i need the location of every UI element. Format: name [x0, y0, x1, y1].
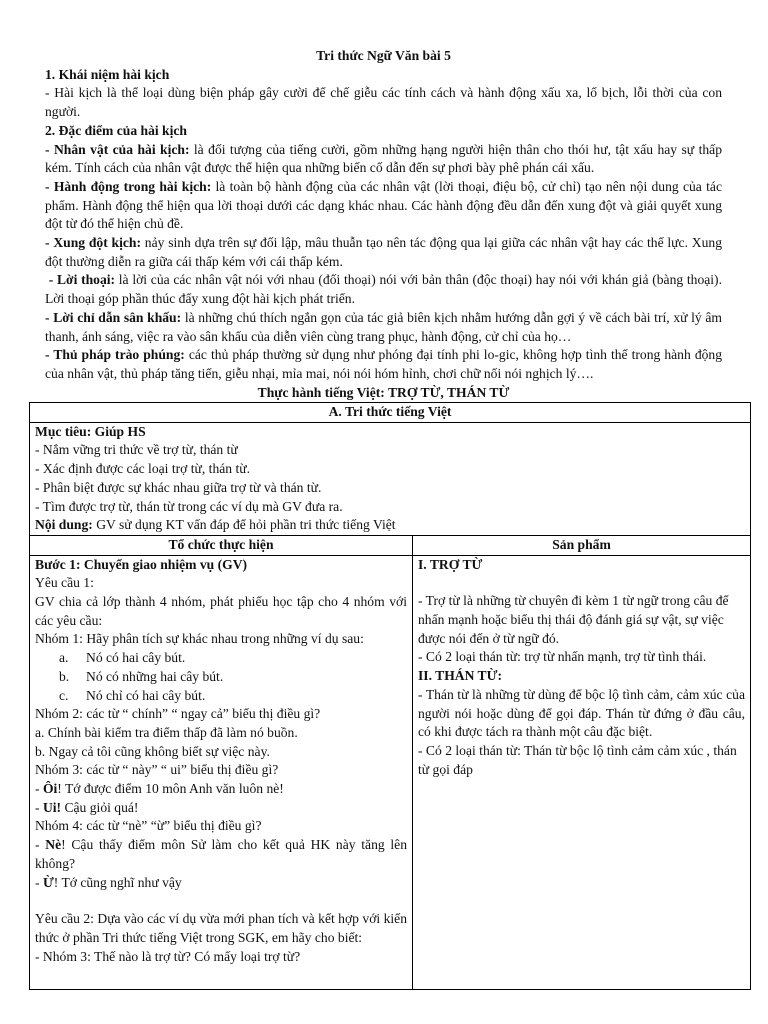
- document-body: [45, 47, 726, 402]
- lesson-table: [29, 402, 751, 990]
- column-header-right: Sản phẩm: [413, 535, 751, 555]
- interjections-types: - Có 2 loại thán từ: Thán từ bộc lộ tình cảm cảm xúc , thán từ gọi đáp: [418, 742, 737, 777]
- column-header-left: Tổ chức thực hiện: [30, 535, 413, 555]
- group2-example-b: b. Ngay cả tôi cũng không biết sự việc này.: [35, 743, 270, 759]
- goal-item: - Xác định được các loại trợ từ, thán từ.: [35, 461, 251, 477]
- list-item: c. Nó chỉ có hai cây bút.: [59, 687, 206, 703]
- group4-text: Nhóm 4: các từ “nè” “ừ” biểu thị điều gì?: [35, 818, 262, 834]
- spacer: [35, 892, 407, 910]
- feature-conflict: - Xung đột kịch: nảy sinh dựa trên sự đối lập, mâu thuẫn tạo nên tác động qua lại giữa các nhân vật hay các thế lực. Xung đột thường diễn ra giữa cái thấp kém với cái thấp kém.: [45, 235, 722, 269]
- activities-cell: [30, 555, 413, 989]
- req2-text: Yêu cầu 2: Dựa vào các ví dụ vừa mới phan tích và kết hợp với kiến thức ở phần Tri thức tiếng Việt trong SGK, em hãy cho biết:: [35, 911, 407, 945]
- goals-cell: [30, 422, 751, 535]
- feature-actions: - Hành động trong hài kịch: là toàn bộ hành động của các nhân vật (lời thoại, điệu bộ, cử chỉ) tạo nên nội dung của tác phẩm. Hành động thể hiện qua lời thoại dưới các dạng khác nhau. Các hành động đều dẫn đến xung đột và giải quyết xung đột từ đó thể hiện chủ đề.: [45, 178, 722, 232]
- example-ne: - Nè! Cậu thấy điểm môn Sử làm cho kết quả HK này tăng lên không?: [35, 837, 407, 871]
- group3-text: Nhóm 3: các từ “ này” “ ui” biểu thị điều gì?: [35, 762, 279, 778]
- feature-stage-directions: - Lời chỉ dẫn sân khấu: là những chú thích ngắn gọn của tác giả biên kịch nhằm hướng dẫn gợi ý về cách bài trí, xử lý âm thanh, ánh sáng, việc ra vào sân khấu của diễn viên cùng trang phục, hành động, cử chỉ của họ…: [45, 309, 722, 344]
- particles-types: - Có 2 loại thán từ: trợ từ nhấn mạnh, trợ từ tình thái.: [418, 649, 707, 665]
- particles-heading: I. TRỢ TỪ: [418, 556, 483, 572]
- example-ui: - Ui! Cậu giỏi quá!: [35, 799, 139, 815]
- example-oi: - Ôi! Tớ được điểm 10 môn Anh văn luôn nè!: [35, 781, 284, 797]
- spacer: [418, 574, 745, 592]
- products-cell: [413, 555, 751, 989]
- page-title: Tri thức Ngữ Văn bài 5: [316, 48, 451, 63]
- req1-label: Yêu cầu 1:: [35, 575, 94, 591]
- group1-examples: [35, 649, 407, 705]
- step1-heading: Bước 1: Chuyển giao nhiệm vụ (GV): [35, 556, 248, 572]
- feature-satire: - Thủ pháp trào phúng: các thủ pháp thường sử dụng như phóng đại tính phi lo-gic, không hợp tình thế trong hành động của nhân vật, thủ pháp tăng tiến, giễu nhại, mỉa mai, nói nói hóm hỉnh, chơi chữ nối nói nghịch lý….: [45, 347, 722, 381]
- req2-group3: - Nhóm 3: Thế nào là trợ từ? Có mấy loại trợ từ?: [35, 948, 301, 964]
- group2-text: Nhóm 2: các từ “ chính” “ ngay cả” biểu thị điều gì?: [35, 706, 321, 722]
- group2-example-a: a. Chính bài kiểm tra điểm thấp đã làm nó buồn.: [35, 724, 298, 740]
- section1-text: - Hài kịch là thể loại dùng biện pháp gây cười để chế giễu các tính cách và hành động xấu xa, lố bịch, lỗi thời của con người.: [45, 85, 722, 120]
- interjections-heading: II. THÁN TỪ:: [418, 668, 502, 684]
- interjections-definition: - Thán từ là những từ dùng để bộc lộ tình cảm, cảm xúc của người nói hoặc dùng để gọi đáp. Thán từ đứng ở đầu câu, có khi được tách ra thành một câu đặc biệt.: [418, 686, 745, 740]
- list-item: a. Nó có hai cây bút.: [59, 650, 186, 666]
- feature-dialogue: - Lời thoại: là lời của các nhân vật nói với nhau (đối thoại) nói với bản thân (độc thoại) hay nói với khán giả (bàng thoại). Lời thoại góp phần thúc đẩy xung đột hài kịch phát triển.: [45, 272, 726, 307]
- section1-heading: 1. Khái niệm hài kịch: [45, 66, 170, 82]
- section2-heading: 2. Đặc điểm của hài kịch: [45, 122, 187, 138]
- goal-heading: Mục tiêu: Giúp HS: [35, 423, 146, 439]
- content-line: Nội dung: GV sử dụng KT vấn đáp để hỏi phần tri thức tiếng Việt: [35, 517, 396, 533]
- section-a-header: A. Tri thức tiếng Việt: [30, 403, 751, 423]
- list-item: b. Nó có những hai cây bút.: [59, 668, 224, 684]
- example-u: - Ừ! Tớ cũng nghĩ như vậy: [35, 874, 182, 890]
- feature-characters: - Nhân vật của hài kịch: là đối tượng của tiếng cười, gồm những hạng người hiện thân cho thói hư, tật xấu hay sự thấp kém. Tính cách của nhân vật được thể hiện qua những biến cố dẫn đến sự phơi bày phê phán cái xấu.: [45, 141, 722, 176]
- particles-definition: - Trợ từ là những từ chuyên đi kèm 1 từ ngữ trong câu để nhấn mạnh hoặc biểu thị thái độ đánh giá sự vật, sự việc được nói đến ở từ ngữ đó.: [418, 593, 729, 646]
- practice-title: Thực hành tiếng Việt: TRỢ TỪ, THÁN TỪ: [257, 384, 510, 400]
- group1-text: Nhóm 1: Hãy phân tích sự khác nhau trong những ví dụ sau:: [35, 631, 364, 647]
- goal-item: - Phân biệt được sự khác nhau giữa trợ từ và thán từ.: [35, 479, 322, 495]
- req1-text: GV chia cả lớp thành 4 nhóm, phát phiếu học tập cho 4 nhóm với các yêu cầu:: [35, 594, 407, 628]
- goal-item: - Nắm vững tri thức về trợ từ, thán từ: [35, 442, 238, 458]
- goal-item: - Tìm được trợ từ, thán từ trong các ví dụ mà GV đưa ra.: [35, 498, 343, 514]
